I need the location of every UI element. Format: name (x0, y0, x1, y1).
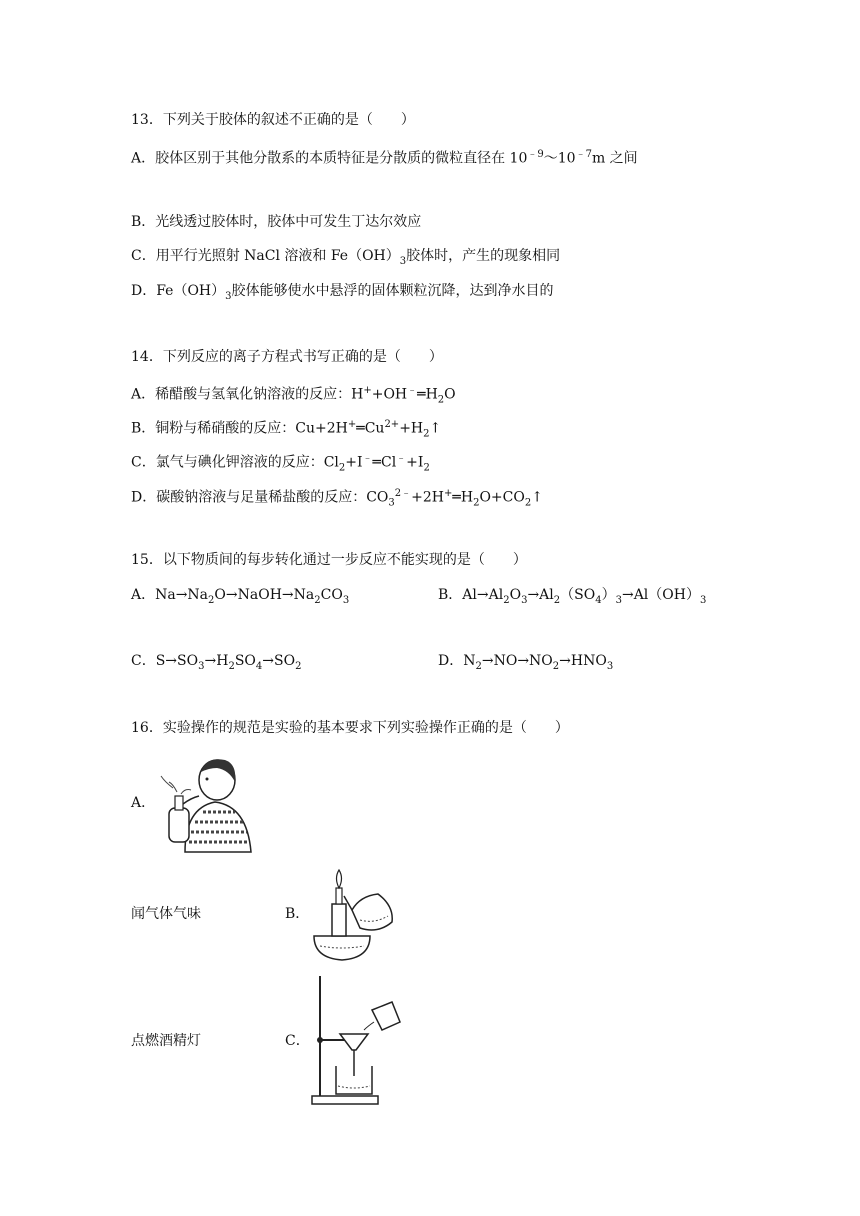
q14-c-eq: ═Cl (372, 454, 397, 471)
q14-option-b (131, 415, 441, 444)
q13-c-text: C．用平行光照射 NaCl 溶液和 Fe（OH） (131, 248, 400, 264)
q15-c-sub: 3 (198, 660, 205, 672)
q15-c-part: →H (204, 653, 229, 669)
q14-b-mid: +H (399, 420, 424, 437)
q13-a-sup1: ﹣9 (527, 149, 544, 160)
q15-b-part: →Al（OH） (621, 587, 700, 603)
q14-c-mid: +I (345, 454, 363, 471)
q15-d-sub: 3 (606, 660, 614, 672)
q15-d-part: →NO→NO (481, 653, 553, 669)
q15-b-part: O (509, 587, 522, 603)
q16-option-a-caption: 闻气体气味 (131, 906, 201, 922)
q14-d-sup1: 2﹣ (394, 488, 412, 499)
q14-d-mid: +2H (411, 489, 445, 506)
q14-b-eq: ═Cu (356, 420, 385, 437)
q14-option-c (131, 449, 430, 478)
q14-a-mid: +OH (371, 386, 408, 403)
q15-b-sub: 3 (615, 594, 622, 606)
q14-d-sub1: 3 (388, 497, 395, 509)
q14-option-d (131, 484, 543, 513)
q13-a-mid: ～10 (543, 150, 576, 167)
q14-c-sup2: ﹣ (396, 453, 407, 464)
q13-a-post: m 之间 (591, 150, 638, 167)
q15-c-part: C．S→SO (131, 653, 199, 669)
q15-d-part: D．N (438, 653, 476, 669)
q14-a-sub: 2 (437, 394, 445, 406)
q14-d-mid2: O+CO (479, 489, 525, 506)
q13-c-sub: 3 (399, 255, 407, 267)
q14-b-text: B．铜粉与稀硝酸的反应：Cu+2H (131, 420, 348, 437)
q14-b-sub: 2 (423, 428, 430, 440)
q13-option-c (131, 246, 560, 272)
smell-gas-figure (155, 752, 253, 854)
q15-a-part: A．Na→Na (131, 587, 209, 603)
q15-b-part: （SO (560, 587, 596, 603)
q14-b-sup1: + (347, 419, 357, 430)
q15-c-sub: 4 (255, 660, 263, 672)
q14-a-post: O (444, 386, 456, 403)
q14-d-sub3: 2 (524, 497, 532, 509)
q13-d-sub: 3 (225, 290, 232, 302)
q14-c-sub2: 2 (423, 462, 430, 474)
q15-stem: 15．以下物质间的每步转化通过一步反应不能实现的是（ ） (131, 552, 527, 568)
q13-option-b: B．光线透过胶体时，胶体中可发生丁达尔效应 (131, 214, 422, 230)
q15-option-b (438, 585, 706, 611)
q15-b-sub: 3 (521, 594, 528, 606)
q14-d-post: ↑ (531, 489, 543, 506)
q14-a-sup2: ﹣ (407, 385, 418, 396)
q13-stem: 13．下列关于胶体的叙述不正确的是（ ） (131, 112, 415, 128)
q15-b-sub: 3 (699, 594, 707, 606)
q15-b-part: ） (601, 587, 616, 603)
q13-a-sup2: ﹣7 (575, 149, 592, 160)
q14-b-sup2: 2+ (384, 419, 400, 430)
q14-c-mid2: +I (406, 454, 424, 471)
q15-b-sub: 2 (553, 594, 561, 606)
q14-d-sup2: + (444, 488, 453, 499)
q15-a-sub: 2 (314, 594, 321, 606)
q14-a-text: A．稀醋酸与氢氧化钠溶液的反应：H (131, 386, 364, 403)
q14-option-a (131, 381, 456, 410)
q14-d-text: D．碳酸钠溶液与足量稀盐酸的反应：CO (131, 489, 389, 506)
q15-a-sub: 2 (208, 594, 215, 606)
q14-stem: 14．下列反应的离子方程式书写正确的是（ ） (131, 349, 443, 365)
q14-a-eq: ═H (417, 386, 438, 403)
q15-c-sub: 2 (228, 660, 235, 672)
q14-c-sup1: ﹣ (362, 453, 373, 464)
q14-c-text: C．氯气与碘化钾溶液的反应：Cl (131, 454, 339, 471)
q15-a-part: O→NaOH→Na (214, 587, 315, 603)
q13-option-a (131, 145, 638, 169)
q16-option-a-letter: A． (131, 795, 156, 811)
q13-d-text: D．Fe（OH） (131, 283, 226, 299)
q15-option-d (438, 651, 613, 677)
q13-option-d (131, 281, 554, 307)
q15-c-part: SO (234, 653, 256, 669)
q15-b-part: →Al (527, 587, 554, 603)
q15-b-part: B．Al→Al (438, 587, 504, 603)
q16-option-c-letter: C． (285, 1033, 310, 1049)
q16-stem: 16．实验操作的规范是实验的基本要求下列实验操作正确的是（ ） (131, 720, 569, 736)
q14-b-post: ↑ (429, 420, 442, 437)
q15-b-sub: 2 (503, 594, 510, 606)
q15-option-c (131, 651, 301, 677)
filtration-setup-figure (308, 972, 402, 1106)
q15-d-sub: 2 (552, 660, 560, 672)
q15-a-part: CO (320, 587, 343, 603)
q13-a-text: A．胶体区别于其他分散系的本质特征是分散质的微粒直径在 10 (131, 150, 528, 167)
light-alcohol-lamp-figure (308, 866, 398, 964)
q14-d-sub2: 2 (473, 497, 480, 509)
q16-option-b-caption: 点燃酒精灯 (131, 1033, 201, 1049)
q15-option-a (131, 585, 349, 611)
q13-d-post: 胶体能够使水中悬浮的固体颗粒沉降，达到净水目的 (231, 283, 554, 299)
q15-c-sub: 2 (295, 660, 302, 672)
q14-a-sup1: + (363, 385, 372, 396)
q14-d-eq: ═H (452, 489, 474, 506)
q14-c-sub1: 2 (338, 462, 346, 474)
q13-c-post: 胶体时，产生的现象相同 (406, 248, 561, 264)
q15-c-part: →SO (262, 653, 296, 669)
q15-d-sub: 2 (475, 660, 482, 672)
q15-b-sub: 4 (595, 594, 602, 606)
q15-d-part: →HNO (559, 653, 607, 669)
q16-option-b-letter: B． (285, 906, 310, 922)
q15-a-sub: 3 (342, 594, 350, 606)
